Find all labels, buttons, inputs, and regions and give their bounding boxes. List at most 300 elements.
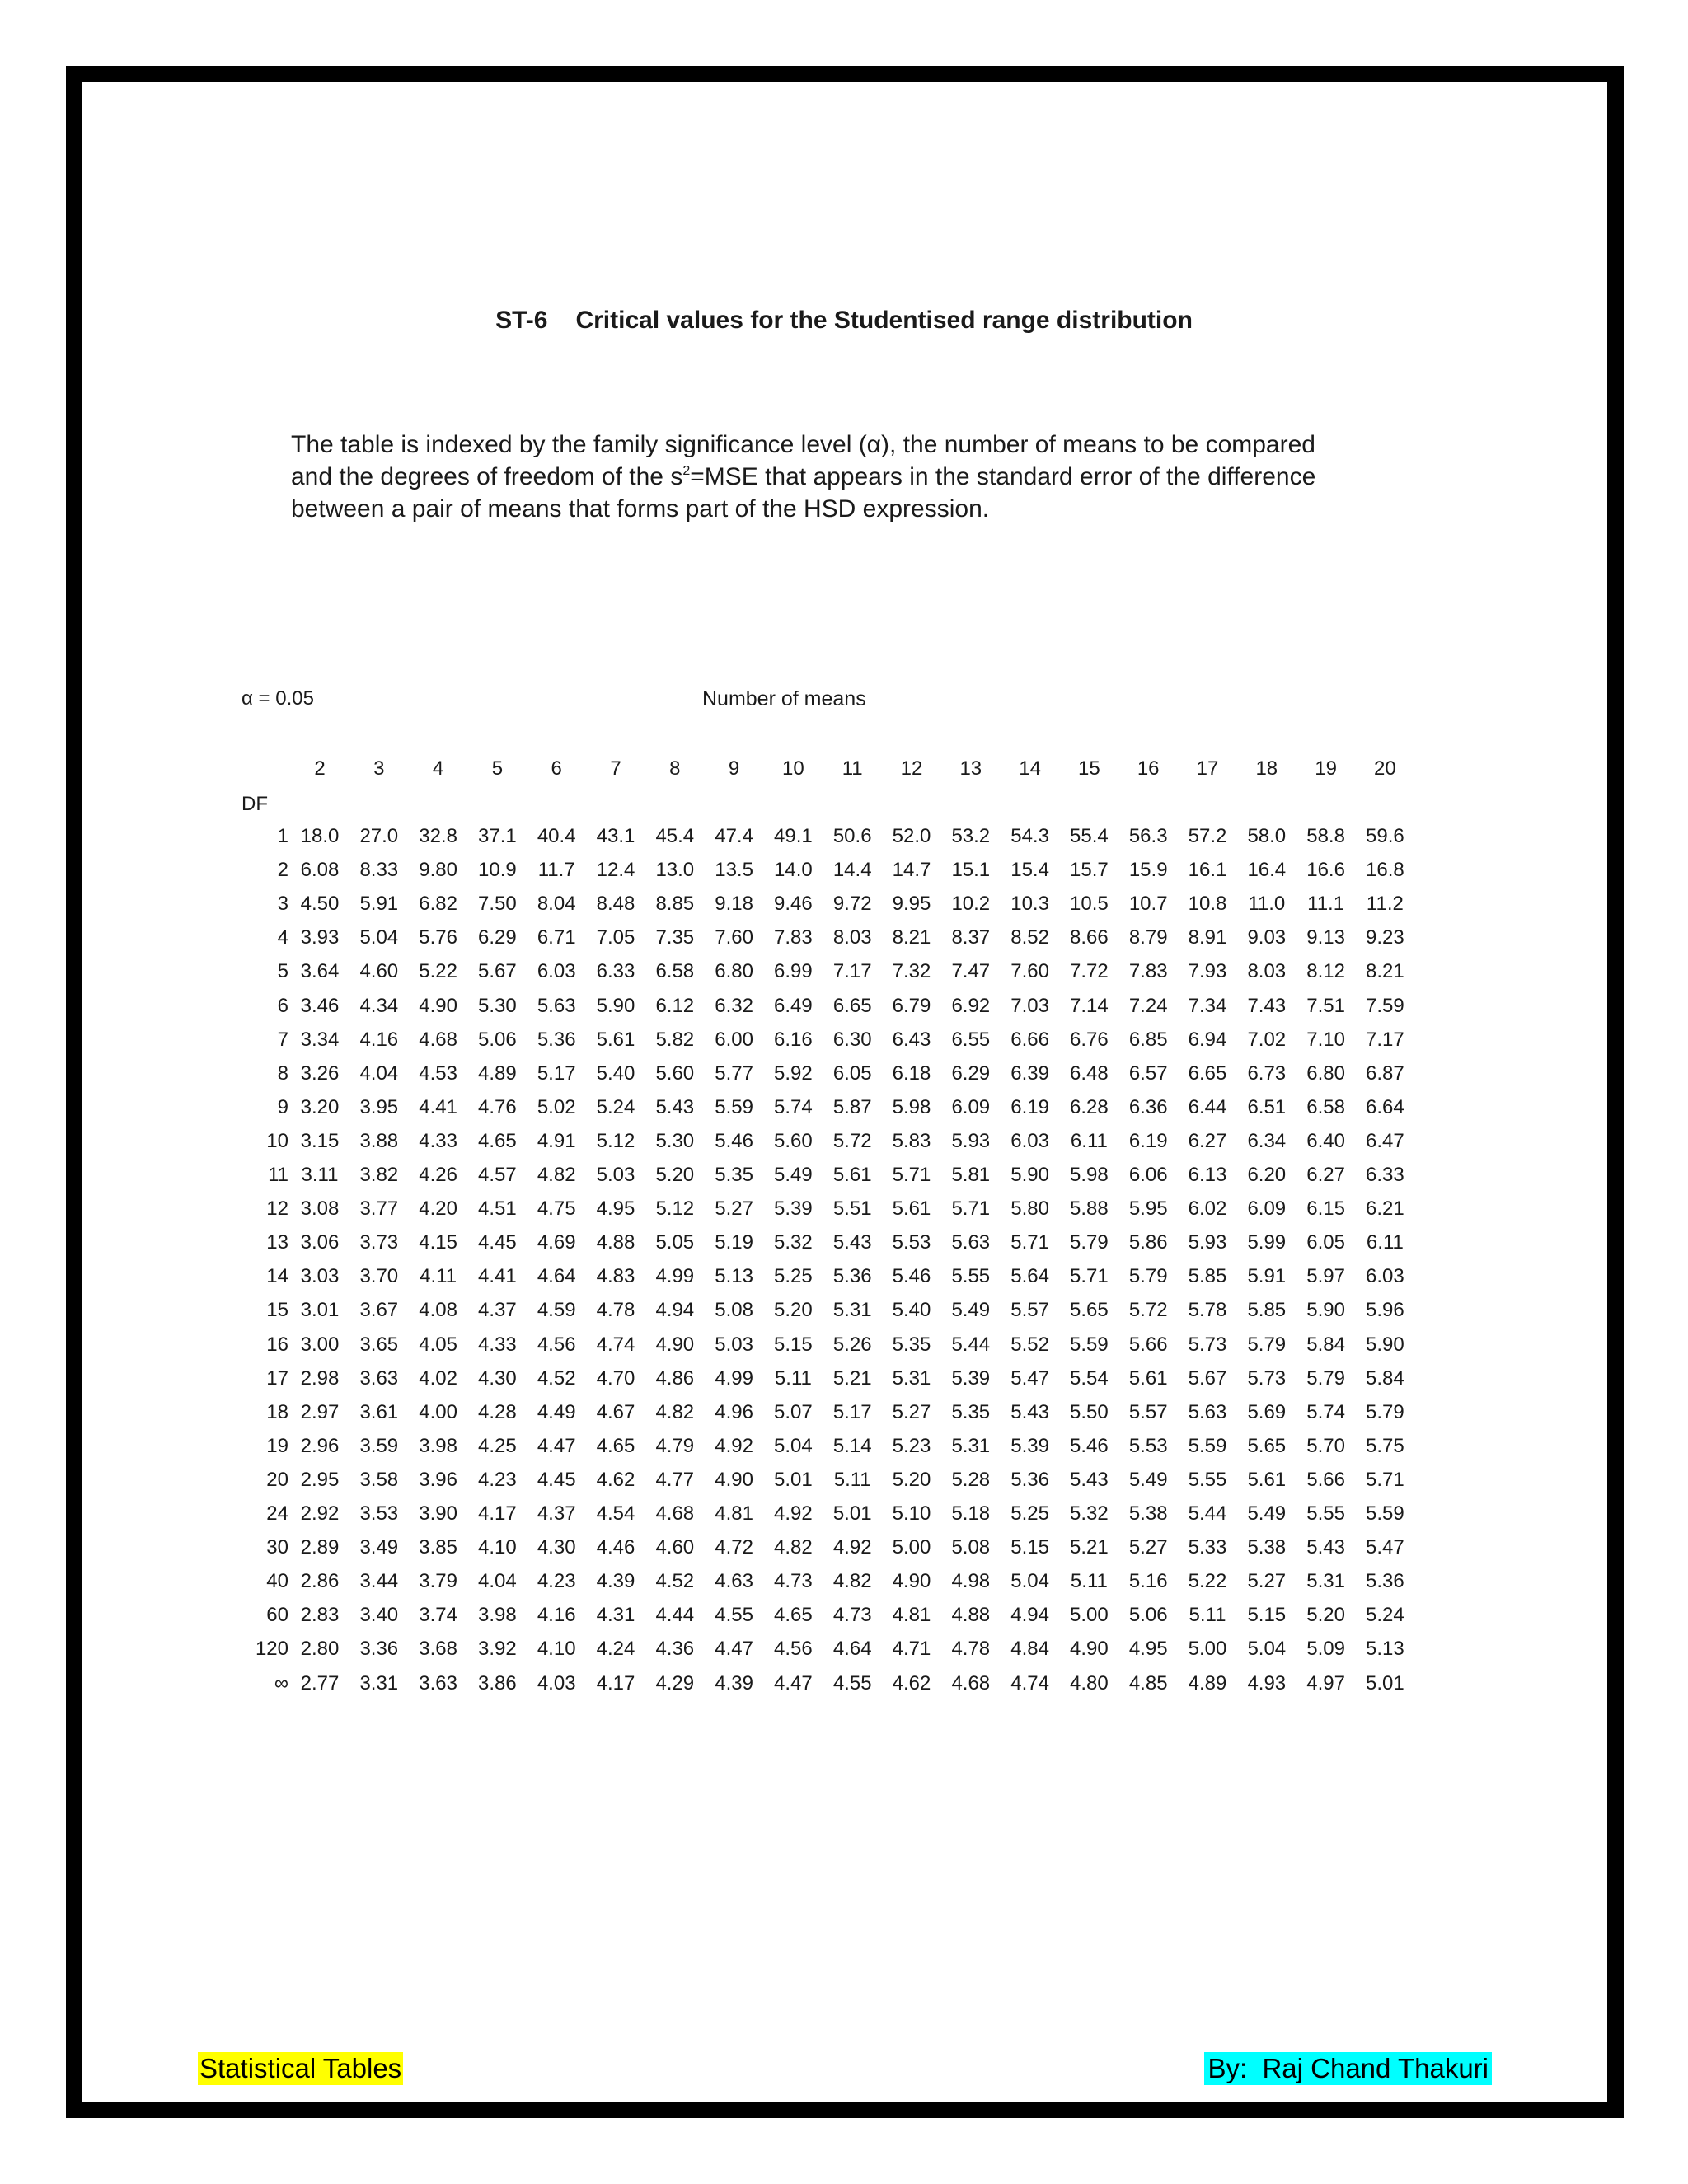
table-cell: 4.23 (478, 1468, 517, 1491)
table-cell: 6.18 (892, 1062, 931, 1085)
table-cell: 4.24 (596, 1638, 635, 1661)
table-cell: 5.43 (832, 1231, 872, 1254)
table-cell: 3.40 (359, 1604, 399, 1627)
table-cell: 4.59 (537, 1299, 576, 1322)
table-cell: 4.29 (655, 1671, 695, 1694)
table-cell: 4.47 (715, 1638, 753, 1661)
footer-right-label: By: Raj Chand Thakuri (1204, 2052, 1492, 2085)
table-cell: 4.98 (951, 1570, 991, 1593)
table-cell: 7.72 (1070, 960, 1109, 983)
table-cell: 3.79 (419, 1570, 457, 1593)
table-cell: 5.35 (715, 1164, 753, 1186)
table-cell: 4.78 (596, 1299, 635, 1322)
table-cell: 3.64 (300, 960, 340, 983)
table-cell: 5.15 (774, 1333, 813, 1356)
table-cell: 12.4 (596, 859, 635, 882)
table-cell: 3.11 (301, 1164, 339, 1186)
table-cell: 5.27 (892, 1400, 931, 1423)
table-cell: 3.31 (359, 1671, 399, 1694)
alpha-label: α = 0.05 (241, 687, 314, 710)
table-cell: 3.74 (419, 1604, 457, 1627)
table-cell: 4.39 (715, 1671, 753, 1694)
table-cell: 5.49 (774, 1164, 813, 1186)
table-cell: 5.05 (655, 1231, 695, 1254)
table-cell: 54.3 (1010, 825, 1049, 847)
table-cell: 5.36 (537, 1028, 576, 1051)
table-row (0, 1197, 1688, 1221)
table-cell: 6.55 (951, 1028, 991, 1051)
table-cell: 5.20 (1306, 1604, 1345, 1627)
column-header: 12 (900, 757, 923, 780)
row-df-label: ∞ (274, 1671, 288, 1694)
table-cell: 3.20 (300, 1095, 340, 1118)
table-cell: 5.91 (1247, 1265, 1287, 1288)
table-cell: 7.47 (951, 960, 991, 983)
row-df-label: 24 (266, 1502, 288, 1525)
table-cell: 5.20 (892, 1468, 931, 1491)
table-cell: 5.11 (833, 1468, 871, 1491)
intro-line-2-end: =MSE that appears in the standard error of the difference (690, 463, 1316, 490)
table-cell: 3.06 (300, 1231, 340, 1254)
table-cell: 4.60 (655, 1536, 695, 1559)
table-cell: 6.76 (1070, 1028, 1109, 1051)
table-cell: 5.13 (715, 1265, 753, 1288)
table-cell: 4.95 (1128, 1638, 1168, 1661)
table-cell: 32.8 (419, 825, 457, 847)
table-cell: 4.41 (478, 1265, 517, 1288)
table-cell: 5.25 (1010, 1502, 1049, 1525)
table-cell: 5.28 (951, 1468, 991, 1491)
table-cell: 3.82 (359, 1164, 399, 1186)
table-cell: 5.74 (1306, 1400, 1345, 1423)
table-cell: 16.6 (1306, 859, 1345, 882)
table-cell: 40.4 (537, 825, 576, 847)
table-cell: 5.11 (774, 1366, 812, 1390)
table-cell: 7.60 (1010, 960, 1049, 983)
table-cell: 4.16 (359, 1028, 399, 1051)
row-df-label: 3 (277, 893, 288, 916)
table-cell: 6.19 (1128, 1129, 1168, 1152)
table-cell: 5.04 (1247, 1638, 1287, 1661)
table-cell: 4.55 (832, 1671, 872, 1694)
table-cell: 5.03 (596, 1164, 635, 1186)
table-row (0, 1095, 1688, 1120)
table-cell: 4.86 (655, 1366, 695, 1390)
table-cell: 2.89 (300, 1536, 340, 1559)
table-cell: 5.39 (774, 1197, 813, 1221)
row-df-label: 16 (266, 1333, 288, 1356)
table-cell: 5.76 (419, 926, 457, 949)
table-cell: 5.66 (1306, 1468, 1345, 1491)
table-cell: 3.58 (359, 1468, 399, 1491)
table-title: Critical values for the Studentised range distribution (575, 307, 1193, 334)
table-cell: 4.04 (478, 1570, 517, 1593)
table-cell: 4.77 (655, 1468, 695, 1491)
table-cell: 6.85 (1128, 1028, 1168, 1051)
table-cell: 4.17 (596, 1671, 635, 1694)
table-cell: 4.97 (1306, 1671, 1345, 1694)
table-cell: 6.44 (1188, 1095, 1227, 1118)
table-cell: 5.04 (359, 926, 399, 949)
row-df-label: 13 (266, 1231, 288, 1254)
table-cell: 13.5 (715, 859, 753, 882)
table-cell: 4.74 (596, 1333, 635, 1356)
table-cell: 15.1 (951, 859, 991, 882)
table-cell: 5.79 (1070, 1231, 1109, 1254)
table-cell: 6.36 (1128, 1095, 1168, 1118)
table-code: ST-6 (495, 307, 548, 334)
row-df-label: 4 (277, 926, 288, 949)
table-cell: 5.35 (951, 1400, 991, 1423)
table-cell: 5.92 (774, 1062, 813, 1085)
table-cell: 3.92 (478, 1638, 517, 1661)
table-cell: 5.04 (774, 1434, 813, 1457)
row-df-label: 20 (266, 1468, 288, 1491)
row-df-label: 15 (266, 1299, 288, 1322)
table-cell: 8.33 (359, 859, 399, 882)
table-cell: 4.99 (715, 1366, 753, 1390)
table-cell: 4.52 (537, 1366, 576, 1390)
column-header: 17 (1196, 757, 1219, 780)
table-cell: 10.5 (1070, 893, 1109, 916)
column-header: 20 (1374, 757, 1396, 780)
table-row (0, 1333, 1688, 1357)
table-cell: 4.90 (1070, 1638, 1109, 1661)
table-cell: 6.29 (478, 926, 517, 949)
table-row (0, 1603, 1688, 1628)
table-cell: 6.33 (596, 960, 635, 983)
table-cell: 4.23 (537, 1570, 576, 1593)
table-cell: 6.65 (832, 994, 872, 1017)
table-cell: 5.47 (1010, 1366, 1049, 1390)
table-cell: 7.83 (1128, 960, 1168, 983)
table-cell: 5.35 (892, 1333, 931, 1356)
table-cell: 6.16 (774, 1028, 813, 1051)
table-cell: 5.87 (832, 1095, 872, 1118)
table-cell: 5.03 (715, 1333, 753, 1356)
table-cell: 5.85 (1188, 1265, 1227, 1288)
table-cell: 56.3 (1128, 825, 1168, 847)
table-cell: 4.88 (951, 1604, 991, 1627)
table-cell: 5.22 (419, 960, 457, 983)
table-cell: 5.00 (892, 1536, 931, 1559)
table-cell: 4.16 (537, 1604, 576, 1627)
table-cell: 8.03 (1247, 960, 1287, 983)
table-cell: 10.9 (478, 859, 517, 882)
table-cell: 6.20 (1247, 1164, 1287, 1186)
table-cell: 6.03 (1010, 1129, 1049, 1152)
table-cell: 4.64 (537, 1265, 576, 1288)
table-cell: 4.37 (478, 1299, 517, 1322)
table-cell: 5.01 (774, 1468, 813, 1491)
table-cell: 3.96 (419, 1468, 457, 1491)
table-cell: 2.86 (300, 1570, 340, 1593)
table-cell: 5.84 (1306, 1333, 1345, 1356)
table-cell: 3.86 (478, 1671, 517, 1694)
table-cell: 2.83 (300, 1604, 340, 1627)
table-cell: 14.7 (892, 859, 931, 882)
table-cell: 6.33 (1366, 1164, 1404, 1186)
table-cell: 5.13 (1366, 1638, 1404, 1661)
table-cell: 5.77 (715, 1062, 753, 1085)
table-cell: 3.08 (300, 1197, 340, 1221)
table-cell: 6.32 (715, 994, 753, 1017)
table-row (0, 1535, 1688, 1560)
table-cell: 5.23 (892, 1434, 931, 1457)
table-cell: 6.39 (1010, 1062, 1049, 1085)
table-cell: 5.65 (1247, 1434, 1287, 1457)
row-df-label: 2 (277, 859, 288, 882)
table-cell: 4.65 (774, 1604, 813, 1627)
table-cell: 5.11 (1070, 1570, 1108, 1593)
row-df-label: 7 (277, 1028, 288, 1051)
row-df-label: 40 (266, 1570, 288, 1593)
table-cell: 4.45 (537, 1468, 576, 1491)
table-cell: 5.53 (892, 1231, 931, 1254)
table-cell: 5.55 (951, 1265, 991, 1288)
table-cell: 5.02 (537, 1095, 576, 1118)
table-cell: 58.8 (1306, 825, 1345, 847)
table-cell: 4.62 (892, 1671, 931, 1694)
table-cell: 18.0 (300, 825, 340, 847)
page-title (0, 307, 1688, 335)
table-cell: 7.50 (478, 893, 517, 916)
table-cell: 59.6 (1366, 825, 1404, 847)
table-cell: 8.79 (1128, 926, 1168, 949)
table-cell: 6.40 (1306, 1129, 1345, 1152)
table-cell: 7.51 (1306, 994, 1345, 1017)
table-cell: 5.44 (1188, 1502, 1227, 1525)
table-cell: 7.02 (1247, 1028, 1287, 1051)
table-cell: 5.22 (1188, 1570, 1227, 1593)
table-cell: 5.90 (1306, 1299, 1345, 1322)
table-cell: 3.95 (359, 1095, 399, 1118)
table-cell: 5.27 (1247, 1570, 1287, 1593)
table-cell: 5.08 (951, 1536, 991, 1559)
table-cell: 4.36 (655, 1638, 695, 1661)
table-cell: 8.52 (1010, 926, 1049, 949)
table-cell: 5.10 (892, 1502, 931, 1525)
table-cell: 10.3 (1010, 893, 1049, 916)
table-cell: 52.0 (892, 825, 931, 847)
table-cell: 6.08 (300, 859, 340, 882)
table-cell: 5.59 (1188, 1434, 1227, 1457)
table-cell: 5.36 (1010, 1468, 1049, 1491)
table-cell: 3.88 (359, 1129, 399, 1152)
table-cell: 6.21 (1366, 1197, 1404, 1221)
table-cell: 4.53 (419, 1062, 457, 1085)
table-cell: 5.36 (1366, 1570, 1404, 1593)
intro-line-2-start: and the degrees of freedom of the s (291, 463, 683, 490)
table-cell: 5.46 (715, 1129, 753, 1152)
table-cell: 5.71 (1070, 1265, 1109, 1288)
table-cell: 5.59 (715, 1095, 753, 1118)
table-cell: 5.14 (832, 1434, 872, 1457)
table-cell: 13.0 (655, 859, 695, 882)
table-cell: 5.86 (1128, 1231, 1168, 1254)
table-cell: 55.4 (1070, 825, 1109, 847)
table-cell: 5.43 (1070, 1468, 1109, 1491)
table-cell: 5.07 (774, 1400, 813, 1423)
table-cell: 5.30 (655, 1129, 695, 1152)
table-cell: 4.82 (832, 1570, 872, 1593)
table-cell: 5.36 (832, 1265, 872, 1288)
table-cell: 4.88 (596, 1231, 635, 1254)
column-header: 6 (551, 757, 562, 780)
table-cell: 4.81 (892, 1604, 931, 1627)
table-cell: 6.65 (1188, 1062, 1227, 1085)
table-cell: 3.49 (359, 1536, 399, 1559)
table-cell: 5.63 (1188, 1400, 1227, 1423)
table-cell: 5.97 (1306, 1265, 1345, 1288)
table-cell: 5.60 (655, 1062, 695, 1085)
table-cell: 6.00 (715, 1028, 753, 1051)
table-cell: 4.64 (832, 1638, 872, 1661)
table-cell: 5.46 (892, 1265, 931, 1288)
table-cell: 5.06 (1128, 1604, 1168, 1627)
table-cell: 3.90 (419, 1502, 457, 1525)
column-header: 18 (1255, 757, 1278, 780)
table-cell: 7.60 (715, 926, 753, 949)
table-cell: 4.50 (300, 893, 340, 916)
table-cell: 5.27 (1128, 1536, 1168, 1559)
table-cell: 5.55 (1188, 1468, 1227, 1491)
column-header: 19 (1315, 757, 1337, 780)
table-cell: 5.51 (832, 1197, 872, 1221)
table-cell: 5.57 (1010, 1299, 1049, 1322)
table-cell: 4.49 (537, 1400, 576, 1423)
table-cell: 5.91 (359, 893, 399, 916)
table-cell: 5.67 (1188, 1366, 1227, 1390)
table-cell: 5.93 (1188, 1231, 1227, 1254)
table-cell: 8.21 (1366, 960, 1404, 983)
table-cell: 6.09 (951, 1095, 991, 1118)
table-cell: 6.05 (832, 1062, 872, 1085)
table-cell: 7.93 (1188, 960, 1227, 983)
table-cell: 4.80 (1070, 1671, 1109, 1694)
table-cell: 5.49 (951, 1299, 991, 1322)
table-cell: 3.59 (359, 1434, 399, 1457)
table-cell: 4.41 (419, 1095, 457, 1118)
table-cell: 5.61 (1247, 1468, 1287, 1491)
table-cell: 5.27 (715, 1197, 753, 1221)
table-cell: 16.8 (1366, 859, 1404, 882)
table-cell: 6.05 (1306, 1231, 1345, 1254)
table-cell: 5.12 (655, 1197, 695, 1221)
page-border (66, 66, 1624, 2118)
table-cell: 5.11 (1189, 1604, 1226, 1627)
table-cell: 5.78 (1188, 1299, 1227, 1322)
table-cell: 5.90 (1366, 1333, 1404, 1356)
table-row (0, 858, 1688, 883)
table-cell: 3.01 (300, 1299, 340, 1322)
table-cell: 5.01 (1366, 1671, 1404, 1694)
table-row (0, 1637, 1688, 1661)
table-cell: 2.92 (300, 1502, 340, 1525)
table-cell: 9.23 (1366, 926, 1404, 949)
table-row (0, 1366, 1688, 1391)
table-row (0, 959, 1688, 984)
table-cell: 4.83 (596, 1265, 635, 1288)
table-cell: 2.98 (300, 1366, 340, 1390)
table-cell: 4.68 (655, 1502, 695, 1525)
table-cell: 4.30 (478, 1366, 517, 1390)
table-cell: 5.24 (1366, 1604, 1404, 1627)
table-cell: 5.43 (655, 1095, 695, 1118)
table-cell: 6.80 (1306, 1062, 1345, 1085)
footer-left-label: Statistical Tables (199, 2053, 402, 2083)
table-cell: 8.03 (832, 926, 872, 949)
intro-line-2 (291, 461, 1379, 493)
table-row (0, 1434, 1688, 1459)
table-cell: 9.72 (832, 893, 872, 916)
table-cell: 5.55 (1306, 1502, 1345, 1525)
table-cell: 27.0 (359, 825, 399, 847)
table-cell: 4.70 (596, 1366, 635, 1390)
row-df-label: 60 (266, 1604, 288, 1627)
table-cell: 3.36 (359, 1638, 399, 1661)
table-row (0, 1230, 1688, 1255)
table-row (0, 1502, 1688, 1526)
table-cell: 5.20 (774, 1299, 813, 1322)
table-cell: 3.98 (419, 1434, 457, 1457)
table-cell: 4.90 (419, 994, 457, 1017)
column-header: 13 (959, 757, 982, 780)
table-cell: 3.93 (300, 926, 340, 949)
table-cell: 3.98 (478, 1604, 517, 1627)
column-header: 11 (842, 757, 863, 780)
table-cell: 5.59 (1366, 1502, 1404, 1525)
column-header: 15 (1078, 757, 1100, 780)
column-header: 14 (1019, 757, 1041, 780)
table-cell: 5.25 (774, 1265, 813, 1288)
table-cell: 5.52 (1010, 1333, 1049, 1356)
table-cell: 5.40 (892, 1299, 931, 1322)
table-cell: 4.92 (832, 1536, 872, 1559)
table-cell: 3.70 (359, 1265, 399, 1288)
table-cell: 8.85 (655, 893, 695, 916)
table-cell: 6.15 (1306, 1197, 1345, 1221)
table-cell: 6.12 (655, 994, 695, 1017)
table-cell: 3.53 (359, 1502, 399, 1525)
table-cell: 5.81 (951, 1164, 991, 1186)
table-cell: 6.06 (1128, 1164, 1168, 1186)
table-cell: 58.0 (1247, 825, 1287, 847)
table-cell: 8.66 (1070, 926, 1109, 949)
table-cell: 6.64 (1366, 1095, 1404, 1118)
row-df-label: 17 (266, 1366, 288, 1390)
table-cell: 5.79 (1366, 1400, 1404, 1423)
table-cell: 5.60 (774, 1129, 813, 1152)
table-cell: 4.89 (1188, 1671, 1227, 1694)
table-row (0, 1264, 1688, 1289)
table-cell: 5.47 (1366, 1536, 1404, 1559)
table-cell: 6.73 (1247, 1062, 1287, 1085)
table-cell: 5.83 (892, 1129, 931, 1152)
table-cell: 3.03 (300, 1265, 340, 1288)
table-cell: 5.31 (892, 1366, 931, 1390)
table-cell: 11.2 (1366, 893, 1404, 916)
table-cell: 5.74 (774, 1095, 813, 1118)
table-cell: 6.94 (1188, 1028, 1227, 1051)
table-cell: 5.21 (832, 1366, 872, 1390)
table-cell: 7.24 (1128, 994, 1168, 1017)
table-cell: 5.71 (1366, 1468, 1404, 1491)
table-cell: 6.28 (1070, 1095, 1109, 1118)
table-cell: 5.93 (951, 1129, 991, 1152)
table-cell: 9.95 (892, 893, 931, 916)
table-cell: 5.61 (1128, 1366, 1168, 1390)
